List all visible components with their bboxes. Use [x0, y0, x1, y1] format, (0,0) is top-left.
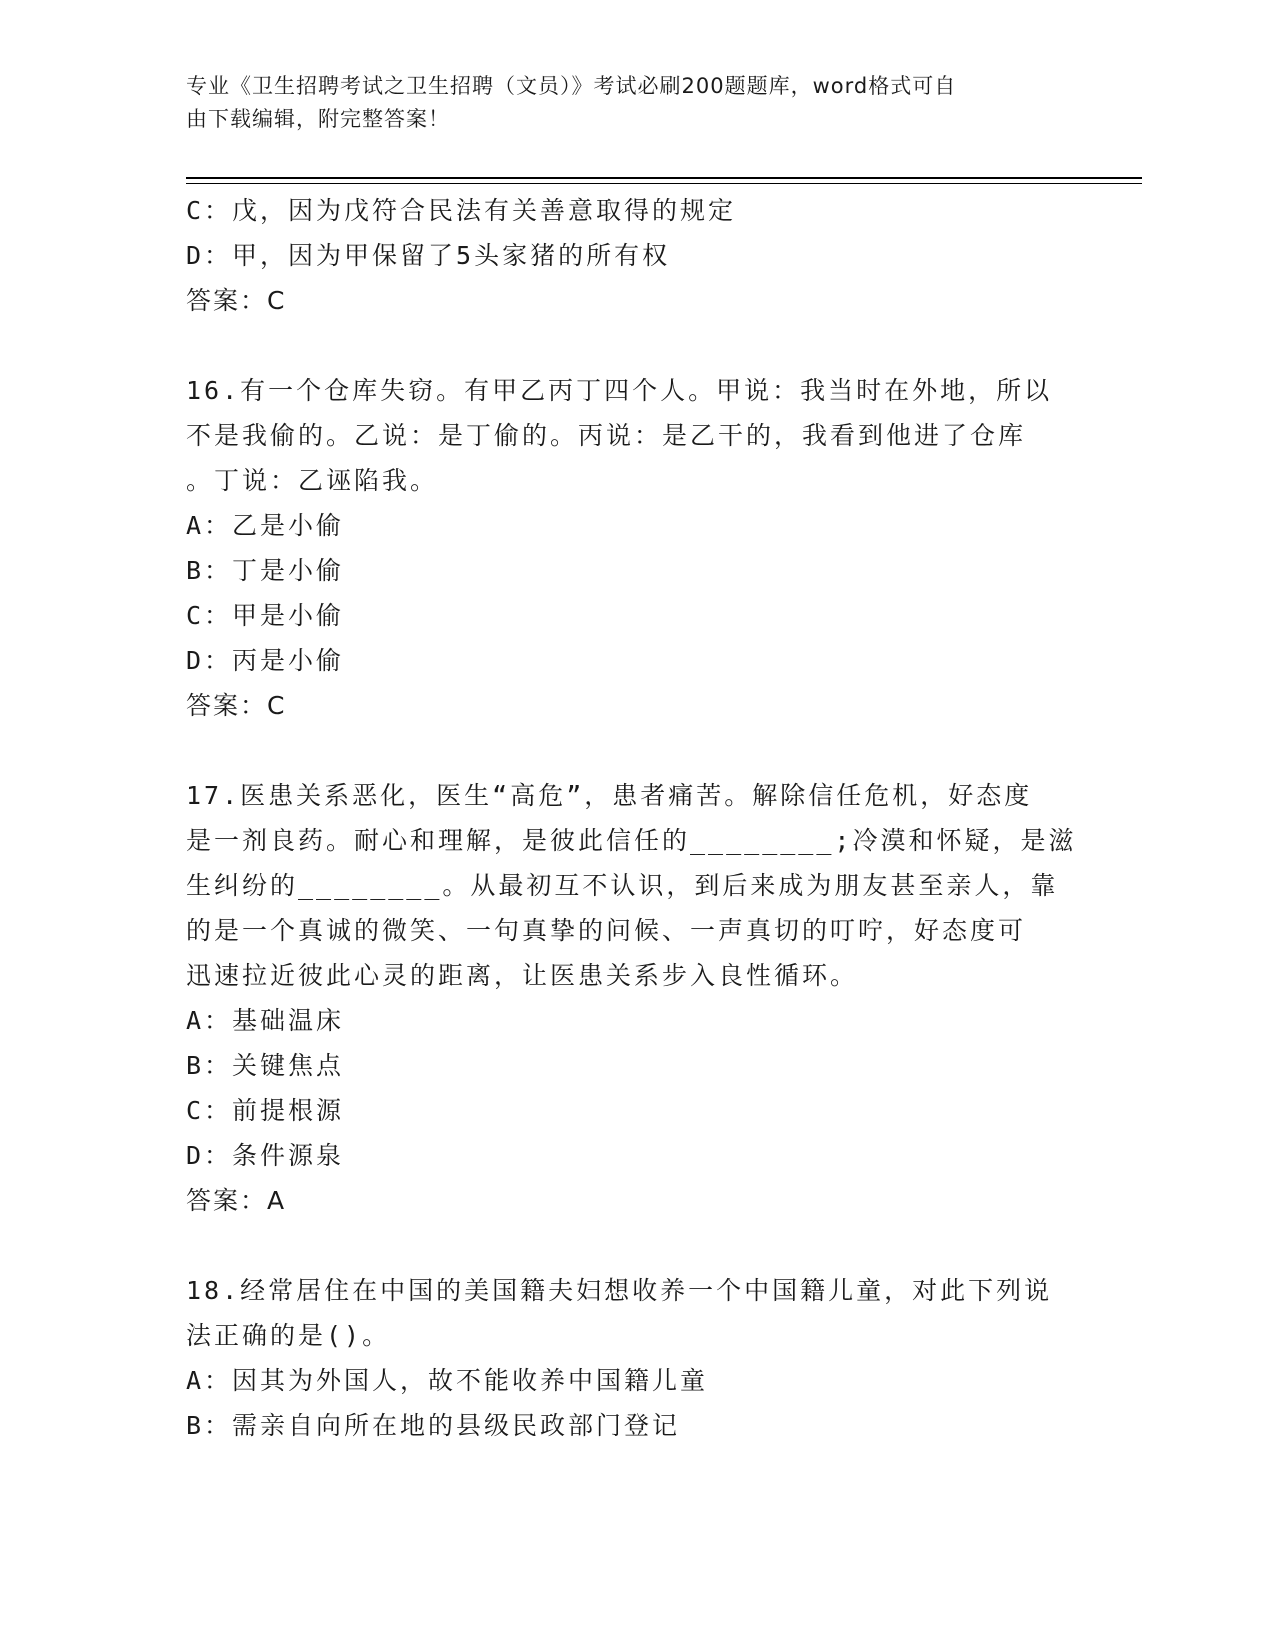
q16-option-b: B：丁是小偷: [186, 556, 345, 585]
q18-stem-line: 18.经常居住在中国的美国籍夫妇想收养一个中国籍儿童，对此下列说: [186, 1276, 1053, 1305]
spacer: [186, 323, 1066, 368]
q17-stem-line: 生纠纷的________。从最初互不认识，到后来成为朋友甚至亲人，靠: [186, 871, 1059, 900]
spacer: [186, 728, 1066, 773]
header-divider-thick: [186, 177, 1142, 179]
q15-option-c: C：戊，因为戊符合民法有关善意取得的规定: [186, 196, 737, 225]
q16-stem-line: 16.有一个仓库失窃。有甲乙丙丁四个人。甲说：我当时在外地，所以: [186, 376, 1053, 405]
q16-stem-line: 不是我偷的。乙说：是丁偷的。丙说：是乙干的，我看到他进了仓库: [186, 421, 1027, 450]
q17-option-d: D：条件源泉: [186, 1141, 345, 1170]
q16-option-a: A：乙是小偷: [186, 511, 345, 540]
header-divider-thin: [186, 183, 1142, 184]
spacer: [186, 1223, 1066, 1268]
q18-stem-line: 法正确的是()。: [186, 1321, 391, 1350]
q17-option-c: C：前提根源: [186, 1096, 345, 1125]
q16-answer: 答案：C: [186, 691, 287, 720]
q18-option-a: A：因其为外国人，故不能收养中国籍儿童: [186, 1366, 709, 1395]
q16-option-d: D：丙是小偷: [186, 646, 345, 675]
header-title-line-1: 专业《卫生招聘考试之卫生招聘（文员）》考试必刷200题题库，word格式可自: [186, 74, 957, 98]
q16-option-c: C：甲是小偷: [186, 601, 345, 630]
q17-stem-line: 的是一个真诚的微笑、一句真挚的问候、一声真切的叮咛，好态度可: [186, 916, 1027, 945]
q15-option-d: D：甲，因为甲保留了5头家猪的所有权: [186, 241, 671, 270]
q17-answer: 答案：A: [186, 1186, 287, 1215]
q15-answer: 答案：C: [186, 286, 287, 315]
q16-stem-line: 。丁说：乙诬陷我。: [186, 466, 439, 495]
question-content: [186, 188, 1077, 1448]
q17-option-b: B：关键焦点: [186, 1051, 345, 1080]
q17-stem-line: 迅速拉近彼此心灵的距离，让医患关系步入良性循环。: [186, 961, 859, 990]
q17-stem-line: 是一剂良药。耐心和理解，是彼此信任的________;冷漠和怀疑，是滋: [186, 826, 1077, 855]
q17-option-a: A：基础温床: [186, 1006, 345, 1035]
page-header: [186, 70, 1066, 136]
q18-option-b: B：需亲自向所在地的县级民政部门登记: [186, 1411, 681, 1440]
header-title-line-2: 由下载编辑，附完整答案！: [186, 107, 450, 131]
q17-stem-line: 17.医患关系恶化，医生“高危”，患者痛苦。解除信任危机，好态度: [186, 781, 1033, 810]
